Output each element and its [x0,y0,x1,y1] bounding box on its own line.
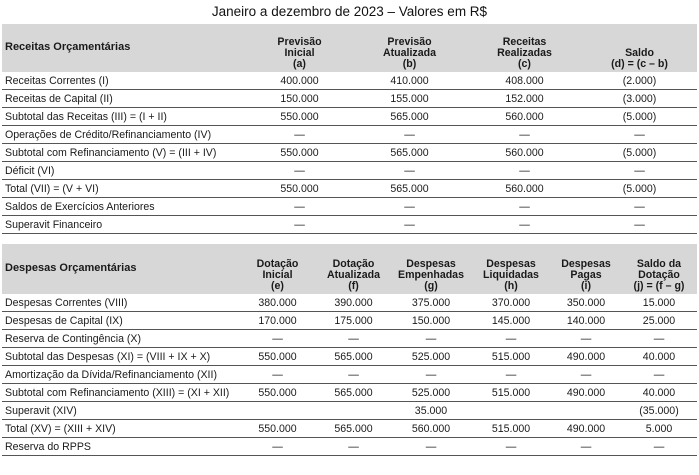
cell-value: 560.000 [467,180,582,198]
table-row [2,402,697,420]
header-line: Receitas [502,36,547,48]
table-row [2,294,697,312]
cell-value: — [391,330,471,348]
table-row [2,108,697,126]
cell-value: (5.000) [582,144,697,162]
header-line: Despesas [486,258,536,270]
header-line: Receitas Orçamentárias [5,40,131,53]
row-label: Operações de Crédito/Refinanciamento (IV) [2,126,247,144]
cell-value: — [467,126,582,144]
header-line: Dotação [638,269,680,281]
despesas-column-header [316,244,391,294]
cell-value [471,402,551,420]
cell-value: 525.000 [391,348,471,366]
cell-value: 550.000 [247,144,352,162]
cell-value: 170.000 [239,312,316,330]
cell-value: 550.000 [239,420,316,438]
cell-value [316,402,391,420]
cell-value: 490.000 [551,348,621,366]
row-label: Reserva do RPPS [2,438,239,456]
cell-value [239,402,316,420]
table-row [2,198,697,216]
cell-value: — [247,216,352,234]
despesas-table [2,244,697,456]
table-row [2,384,697,402]
cell-value [551,402,621,420]
header-line: Previsão [387,36,432,48]
row-label: Receitas de Capital (II) [2,90,247,108]
cell-value: 370.000 [471,294,551,312]
header-line: (h) [504,280,518,292]
cell-value: — [551,330,621,348]
header-line: Dotação [256,258,299,270]
row-label: Despesas Correntes (VIII) [2,294,239,312]
cell-value: — [239,438,316,456]
cell-value: — [352,216,467,234]
despesas-header-label [2,244,239,294]
cell-value: (3.000) [582,90,697,108]
row-label: Receitas Correntes (I) [2,72,247,90]
cell-value: 40.000 [621,348,697,366]
cell-value: 15.000 [621,294,697,312]
cell-value: — [467,162,582,180]
cell-value: — [551,438,621,456]
cell-value: — [621,366,697,384]
header-line: (e) [271,280,284,292]
header-line: Despesas [406,258,456,270]
table-row [2,330,697,348]
table-row [2,420,697,438]
cell-value: 565.000 [316,384,391,402]
cell-value: — [239,366,316,384]
table-row [2,90,697,108]
cell-value: (35.000) [621,402,697,420]
cell-value: 565.000 [352,144,467,162]
header-line: Inicial [262,269,293,281]
cell-value: — [239,330,316,348]
table-row [2,366,697,384]
cell-value: — [247,162,352,180]
header-line: (d) = (c – b) [611,58,668,70]
header-line: Inicial [284,47,315,59]
row-label: Subtotal das Despesas (XI) = (VIII + IX + X) [2,348,239,366]
table-row [2,72,697,90]
section-gap [2,234,697,244]
cell-value: — [352,126,467,144]
cell-value: — [582,216,697,234]
table-row [2,312,697,330]
despesas-column-header [621,244,697,294]
cell-value: 175.000 [316,312,391,330]
cell-value: 490.000 [551,384,621,402]
cell-value: 565.000 [352,108,467,126]
header-line: (i) [581,280,591,292]
cell-value: — [582,198,697,216]
cell-value: 560.000 [467,108,582,126]
receitas-table [2,24,697,234]
cell-value: — [352,162,467,180]
cell-value: 400.000 [247,72,352,90]
cell-value: (2.000) [582,72,697,90]
cell-value: 375.000 [391,294,471,312]
cell-value: 565.000 [316,348,391,366]
header-line: (f) [348,280,359,292]
table-row [2,348,697,366]
cell-value: 35.000 [391,402,471,420]
cell-value: — [316,366,391,384]
cell-value: — [621,330,697,348]
cell-value: 25.000 [621,312,697,330]
despesas-column-header [391,244,471,294]
header-line: (j) = (f – g) [633,280,685,292]
cell-value: 560.000 [391,420,471,438]
header-line: Empenhadas [398,269,464,281]
cell-value: 560.000 [467,144,582,162]
cell-value: 350.000 [551,294,621,312]
header-line: (b) [402,58,417,70]
cell-value: 140.000 [551,312,621,330]
cell-value: 550.000 [239,348,316,366]
table-row [2,438,697,456]
cell-value: 550.000 [247,108,352,126]
table-row [2,216,697,234]
report-caption: Janeiro a dezembro de 2023 – Valores em R$ [211,4,488,19]
cell-value: — [316,438,391,456]
cell-value: 525.000 [391,384,471,402]
cell-value: — [621,438,697,456]
receitas-column-header [467,24,582,72]
cell-value: — [247,198,352,216]
cell-value: — [352,198,467,216]
receitas-header-label [2,24,247,72]
row-label: Amortização da Dívida/Refinanciamento (XII) [2,366,239,384]
cell-value: 515.000 [471,348,551,366]
cell-value: 145.000 [471,312,551,330]
header-line: Despesas Orçamentárias [5,261,137,274]
table-row [2,180,697,198]
cell-value: — [582,162,697,180]
cell-value: (5.000) [582,108,697,126]
cell-value: 565.000 [352,180,467,198]
header-line: Atualizada [383,47,436,59]
cell-value: 155.000 [352,90,467,108]
receitas-column-header [352,24,467,72]
cell-value: 490.000 [551,420,621,438]
cell-value: — [467,216,582,234]
header-line: Pagas [570,269,602,281]
header-line: Realizadas [497,47,552,59]
header-line: Saldo [625,47,654,59]
cell-value: — [391,366,471,384]
header-line: (g) [424,280,438,292]
cell-value: 152.000 [467,90,582,108]
cell-value: 550.000 [239,384,316,402]
cell-value: 150.000 [247,90,352,108]
cell-value: — [467,198,582,216]
cell-value: 150.000 [391,312,471,330]
row-label: Saldos de Exercícios Anteriores [2,198,247,216]
header-line: (c) [518,58,531,70]
header-line: Previsão [277,36,322,48]
header-line: Liquidadas [483,269,539,281]
row-label: Superavit (XIV) [2,402,239,420]
cell-value: — [316,330,391,348]
cell-value: — [582,126,697,144]
row-label: Déficit (VI) [2,162,247,180]
cell-value: 390.000 [316,294,391,312]
cell-value: 5.000 [621,420,697,438]
row-label: Superavit Financeiro [2,216,247,234]
row-label: Subtotal com Refinanciamento (V) = (III + IV) [2,144,247,162]
cell-value: — [551,366,621,384]
cell-value: 380.000 [239,294,316,312]
receitas-column-header [247,24,352,72]
cell-value: — [247,126,352,144]
row-label: Reserva de Contingência (X) [2,330,239,348]
cell-value: 550.000 [247,180,352,198]
cell-value: — [471,330,551,348]
row-label: Subtotal das Receitas (III) = (I + II) [2,108,247,126]
table-row [2,144,697,162]
cell-value: — [471,438,551,456]
header-line: Despesas [561,258,611,270]
despesas-column-header [551,244,621,294]
header-line: Dotação [332,258,375,270]
row-label: Total (VII) = (V + VI) [2,180,247,198]
cell-value: — [471,366,551,384]
despesas-column-header [239,244,316,294]
row-label: Subtotal com Refinanciamento (XIII) = (XI + XII) [2,384,239,402]
cell-value: 515.000 [471,384,551,402]
cell-value: 565.000 [316,420,391,438]
cell-value: 408.000 [467,72,582,90]
row-label: Despesas de Capital (IX) [2,312,239,330]
header-line: Saldo da [636,258,682,270]
receitas-column-header [582,24,697,72]
cell-value: — [391,438,471,456]
cell-value: 515.000 [471,420,551,438]
table-row [2,126,697,144]
row-label: Total (XV) = (XIII + XIV) [2,420,239,438]
header-line: (a) [293,58,306,70]
cell-value: 40.000 [621,384,697,402]
cell-value: (5.000) [582,180,697,198]
despesas-column-header [471,244,551,294]
cell-value: 410.000 [352,72,467,90]
header-line: Atualizada [327,269,380,281]
table-row [2,162,697,180]
